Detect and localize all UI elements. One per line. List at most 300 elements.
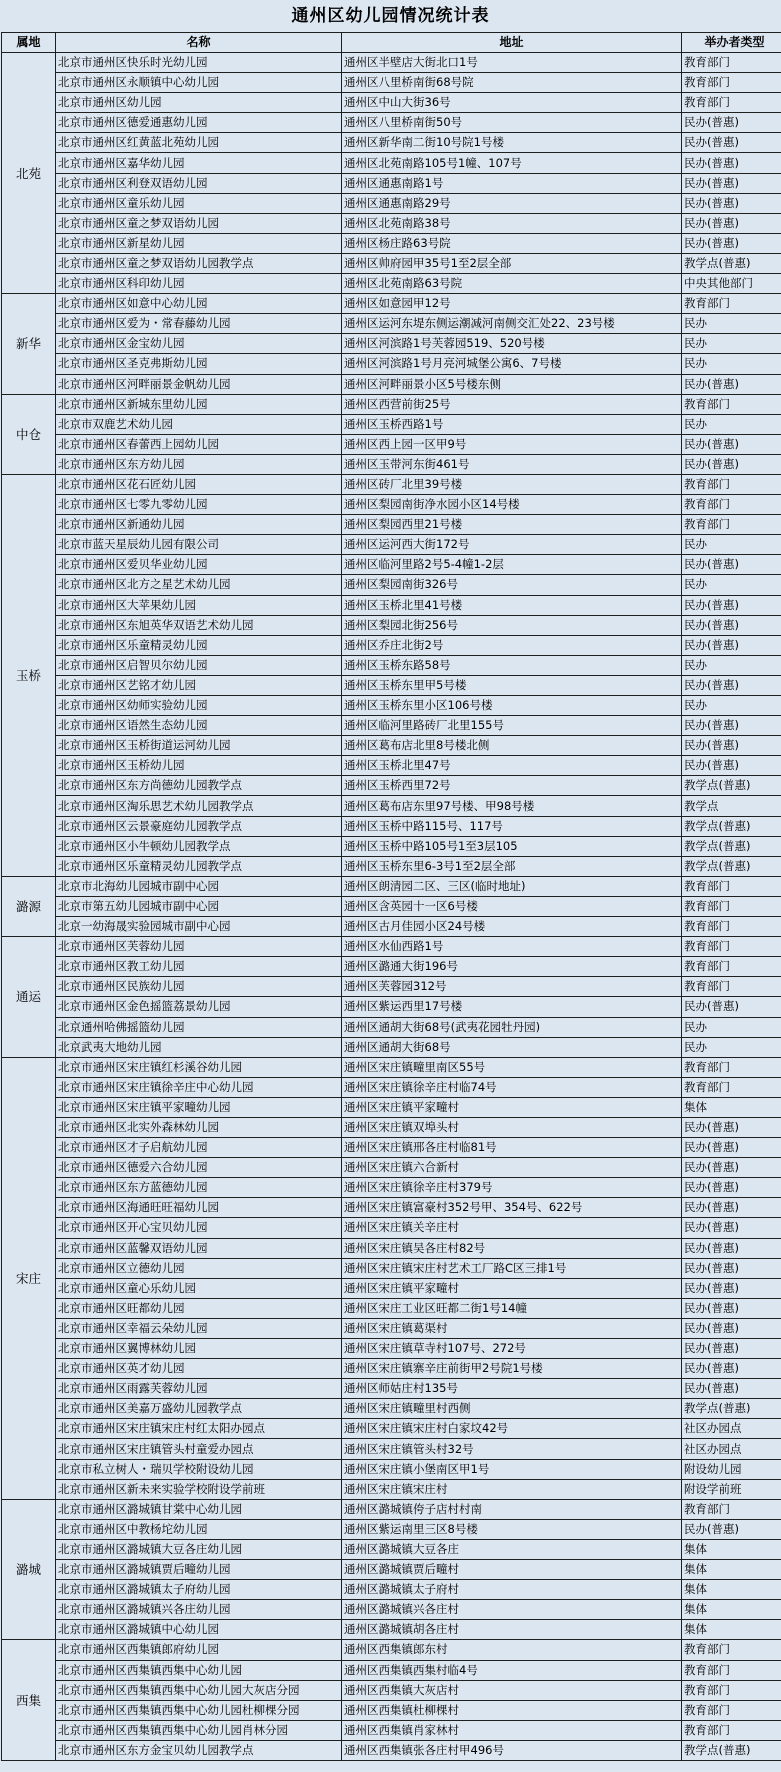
name-cell: 北京市通州区小牛顿幼儿园教学点 [56, 836, 342, 856]
name-cell: 北京市通州区潞城镇贾后疃幼儿园 [56, 1560, 342, 1580]
address-cell: 通州区宋庄工业区旺都二街1号14幢 [342, 1298, 682, 1318]
name-cell: 北京市通州区金宝幼儿园 [56, 334, 342, 354]
organizer-type-cell: 民办(普惠) [682, 1318, 781, 1338]
address-cell: 通州区宋庄镇富豪村352号甲、354号、622号 [342, 1198, 682, 1218]
table-row [2, 1218, 781, 1238]
name-cell: 北京市通州区东方幼儿园 [56, 454, 342, 474]
name-cell: 北京市通州区西集镇西集中心幼儿园肖林分园 [56, 1720, 342, 1740]
table-row [2, 1097, 781, 1117]
address-cell: 通州区梨园北街256号 [342, 615, 682, 635]
address-cell: 通州区宋庄镇寨辛庄前街甲2号院1号楼 [342, 1359, 682, 1379]
name-cell: 北京市通州区幼儿园 [56, 93, 342, 113]
table-row [2, 675, 781, 695]
organizer-type-cell: 民办(普惠) [682, 153, 781, 173]
name-cell: 北京市通州区永顺镇中心幼儿园 [56, 73, 342, 93]
address-cell: 通州区宋庄镇草寺村107号、272号 [342, 1339, 682, 1359]
table-row [2, 314, 781, 334]
name-cell: 北京市通州区宋庄镇宋庄村红太阳办园点 [56, 1419, 342, 1439]
name-cell: 北京市通州区新星幼儿园 [56, 233, 342, 253]
table-row [2, 133, 781, 153]
table-row [2, 836, 781, 856]
name-cell: 北京市通州区童之梦双语幼儿园 [56, 213, 342, 233]
table-row [2, 374, 781, 394]
address-cell: 通州区河滨路1号月亮河城堡公寓6、7号楼 [342, 354, 682, 374]
address-cell: 通州区梨园南街净水园小区14号楼 [342, 495, 682, 515]
table-row [2, 595, 781, 615]
address-cell: 通州区中山大街36号 [342, 93, 682, 113]
table-row [2, 1318, 781, 1338]
address-cell: 通州区葛布店东里97号楼、甲98号楼 [342, 796, 682, 816]
table-row [2, 113, 781, 133]
table-row [2, 1600, 781, 1620]
organizer-type-cell: 民办 [682, 354, 781, 374]
address-cell: 通州区宋庄镇平家疃村 [342, 1278, 682, 1298]
address-cell: 通州区运河东堤东侧运潮减河南侧交汇处22、23号楼 [342, 314, 682, 334]
name-cell: 北京市通州区爱为・常春藤幼儿园 [56, 314, 342, 334]
organizer-type-cell: 民办(普惠) [682, 454, 781, 474]
table-row [2, 394, 781, 414]
name-cell: 北京市通州区宋庄镇平家疃幼儿园 [56, 1097, 342, 1117]
table-row [2, 1479, 781, 1499]
organizer-type-cell: 教学点(普惠) [682, 856, 781, 876]
name-cell: 北京市通州区爱贝华业幼儿园 [56, 555, 342, 575]
table-row [2, 1660, 781, 1680]
address-cell: 通州区潞城镇贾后疃村 [342, 1560, 682, 1580]
name-cell: 北京市通州区西集镇西集中心幼儿园大灰店分园 [56, 1680, 342, 1700]
address-cell: 通州区玉桥北里47号 [342, 756, 682, 776]
address-cell: 通州区北苑南路105号1幢、107号 [342, 153, 682, 173]
address-cell: 通州区玉桥北里41号楼 [342, 595, 682, 615]
address-cell: 通州区宋庄镇宋庄村白家坟42号 [342, 1419, 682, 1439]
table-row [2, 1620, 781, 1640]
table-row [2, 1298, 781, 1318]
header-name: 名称 [56, 33, 342, 53]
table-row [2, 173, 781, 193]
organizer-type-cell: 教育部门 [682, 917, 781, 937]
organizer-type-cell: 教育部门 [682, 394, 781, 414]
name-cell: 北京一幼海晟实验园城市副中心园 [56, 917, 342, 937]
address-cell: 通州区宋庄镇关辛庄村 [342, 1218, 682, 1238]
address-cell: 通州区宋庄镇平家疃村 [342, 1097, 682, 1117]
address-cell: 通州区水仙西路1号 [342, 937, 682, 957]
name-cell: 北京市通州区七零九零幼儿园 [56, 495, 342, 515]
table-row [2, 1017, 781, 1037]
name-cell: 北京市通州区乐童精灵幼儿园 [56, 635, 342, 655]
organizer-type-cell: 民办(普惠) [682, 555, 781, 575]
name-cell: 北京市通州区蓝馨双语幼儿园 [56, 1238, 342, 1258]
organizer-type-cell: 社区办园点 [682, 1419, 781, 1439]
organizer-type-cell: 教育部门 [682, 876, 781, 896]
table-row [2, 655, 781, 675]
name-cell: 北京市通州区北实外森林幼儿园 [56, 1117, 342, 1137]
name-cell: 北京市通州区新通幼儿园 [56, 515, 342, 535]
address-cell: 通州区杨庄路63号院 [342, 233, 682, 253]
table-row [2, 555, 781, 575]
organizer-type-cell: 教育部门 [682, 515, 781, 535]
organizer-type-cell: 民办(普惠) [682, 635, 781, 655]
table-row [2, 696, 781, 716]
table-row [2, 1700, 781, 1720]
address-cell: 通州区西集镇大灰店村 [342, 1680, 682, 1700]
organizer-type-cell: 民办 [682, 334, 781, 354]
organizer-type-cell: 教育部门 [682, 294, 781, 314]
address-cell: 通州区潞城镇侉子店村村南 [342, 1499, 682, 1519]
address-cell: 通州区河滨路1号芙蓉园519、520号楼 [342, 334, 682, 354]
name-cell: 北京市通州区幼师实验幼儿园 [56, 696, 342, 716]
organizer-type-cell: 民办(普惠) [682, 1379, 781, 1399]
organizer-type-cell: 民办(普惠) [682, 1519, 781, 1539]
organizer-type-cell: 民办(普惠) [682, 1158, 781, 1178]
name-cell: 北京市通州区玉桥幼儿园 [56, 756, 342, 776]
address-cell: 通州区临河里路2号5-4幢1-2层 [342, 555, 682, 575]
address-cell: 通州区潞城镇胡各庄村 [342, 1620, 682, 1640]
table-row [2, 1057, 781, 1077]
address-cell: 通州区芙蓉园312号 [342, 977, 682, 997]
table-row [2, 1740, 781, 1760]
region-cell: 宋庄 [2, 1057, 56, 1499]
region-cell: 西集 [2, 1640, 56, 1761]
name-cell: 北京市通州区开心宝贝幼儿园 [56, 1218, 342, 1238]
name-cell: 北京市双鹿艺术幼儿园 [56, 414, 342, 434]
organizer-type-cell: 民办(普惠) [682, 1138, 781, 1158]
address-cell: 通州区宋庄镇邢各庄村临81号 [342, 1138, 682, 1158]
table-row [2, 736, 781, 756]
address-cell: 通州区西集镇张各庄村甲496号 [342, 1740, 682, 1760]
organizer-type-cell: 教学点 [682, 796, 781, 816]
table-row [2, 515, 781, 535]
name-cell: 北京市通州区中教杨坨幼儿园 [56, 1519, 342, 1539]
table-row [2, 1399, 781, 1419]
header-region: 属地 [2, 33, 56, 53]
organizer-type-cell: 民办(普惠) [682, 997, 781, 1017]
region-cell: 通运 [2, 937, 56, 1058]
address-cell: 通州区半壁店大街北口1号 [342, 53, 682, 73]
organizer-type-cell: 民办(普惠) [682, 193, 781, 213]
organizer-type-cell: 教学点(普惠) [682, 836, 781, 856]
organizer-type-cell: 民办(普惠) [682, 233, 781, 253]
organizer-type-cell: 民办 [682, 655, 781, 675]
address-cell: 通州区砖厂北里39号楼 [342, 474, 682, 494]
organizer-type-cell: 民办(普惠) [682, 1117, 781, 1137]
table-body [2, 53, 781, 1761]
name-cell: 北京市蓝天星辰幼儿园有限公司 [56, 535, 342, 555]
table-row [2, 816, 781, 836]
name-cell: 北京市私立树人・瑞贝学校附设幼儿园 [56, 1459, 342, 1479]
name-cell: 北京市通州区大苹果幼儿园 [56, 595, 342, 615]
name-cell: 北京市通州区翼博林幼儿园 [56, 1339, 342, 1359]
address-cell: 通州区玉桥东里6-3号1至2层全部 [342, 856, 682, 876]
name-cell: 北京市通州区圣克弗斯幼儿园 [56, 354, 342, 374]
organizer-type-cell: 民办 [682, 414, 781, 434]
address-cell: 通州区玉桥东里小区106号楼 [342, 696, 682, 716]
address-cell: 通州区西集镇西集村临4号 [342, 1660, 682, 1680]
name-cell: 北京市通州区东方蓝德幼儿园 [56, 1178, 342, 1198]
region-cell: 中仓 [2, 394, 56, 474]
organizer-type-cell: 民办 [682, 696, 781, 716]
name-cell: 北京市通州区语然生态幼儿园 [56, 716, 342, 736]
name-cell: 北京市通州区潞城镇兴各庄幼儿园 [56, 1600, 342, 1620]
address-cell: 通州区如意园甲12号 [342, 294, 682, 314]
table-row [2, 73, 781, 93]
table-row [2, 434, 781, 454]
table-row [2, 474, 781, 494]
name-cell: 北京市通州区利登双语幼儿园 [56, 173, 342, 193]
address-cell: 通州区梨园南街326号 [342, 575, 682, 595]
address-cell: 通州区帅府园甲35号1至2层全部 [342, 253, 682, 273]
header-organizer-type: 举办者类型 [682, 33, 781, 53]
table-row [2, 354, 781, 374]
address-cell: 通州区玉桥中路105号1至3层105 [342, 836, 682, 856]
table-row [2, 1419, 781, 1439]
address-cell: 通州区玉带河东街461号 [342, 454, 682, 474]
name-cell: 北京市通州区潞城镇太子府幼儿园 [56, 1580, 342, 1600]
name-cell: 北京市通州区芙蓉幼儿园 [56, 937, 342, 957]
organizer-type-cell: 教学点(普惠) [682, 816, 781, 836]
table-row [2, 977, 781, 997]
table-row [2, 53, 781, 73]
organizer-type-cell: 教育部门 [682, 474, 781, 494]
region-cell: 潞城 [2, 1499, 56, 1640]
address-cell: 通州区含英园十一区6号楼 [342, 896, 682, 916]
organizer-type-cell: 民办(普惠) [682, 1298, 781, 1318]
name-cell: 北京市通州区幸福云朵幼儿园 [56, 1318, 342, 1338]
table-row [2, 756, 781, 776]
table-row [2, 1539, 781, 1559]
address-cell: 通州区北苑南路38号 [342, 213, 682, 233]
table-row [2, 1178, 781, 1198]
table-row [2, 535, 781, 555]
name-cell: 北京市通州区德爱六合幼儿园 [56, 1158, 342, 1178]
organizer-type-cell: 集体 [682, 1620, 781, 1640]
organizer-type-cell: 民办(普惠) [682, 1218, 781, 1238]
address-cell: 通州区通胡大街68号 [342, 1037, 682, 1057]
organizer-type-cell: 中央其他部门 [682, 274, 781, 294]
table-row [2, 997, 781, 1017]
table-row [2, 1359, 781, 1379]
region-cell: 潞源 [2, 876, 56, 936]
organizer-type-cell: 民办 [682, 1017, 781, 1037]
name-cell: 北京市通州区潞城镇中心幼儿园 [56, 1620, 342, 1640]
address-cell: 通州区西集镇肖家林村 [342, 1720, 682, 1740]
table-row [2, 1379, 781, 1399]
organizer-type-cell: 教育部门 [682, 1680, 781, 1700]
table-row [2, 193, 781, 213]
name-cell: 北京市通州区教工幼儿园 [56, 957, 342, 977]
name-cell: 北京市通州区启智贝尔幼儿园 [56, 655, 342, 675]
table-row [2, 1117, 781, 1137]
address-cell: 通州区宋庄镇宋庄村 [342, 1479, 682, 1499]
organizer-type-cell: 民办(普惠) [682, 716, 781, 736]
organizer-type-cell: 教育部门 [682, 1700, 781, 1720]
address-cell: 通州区通惠南路1号 [342, 173, 682, 193]
table-row [2, 1339, 781, 1359]
name-cell: 北京武夷大地幼儿园 [56, 1037, 342, 1057]
address-cell: 通州区玉桥东路58号 [342, 655, 682, 675]
name-cell: 北京市通州区东方尚德幼儿园教学点 [56, 776, 342, 796]
name-cell: 北京市通州区河畔丽景金帆幼儿园 [56, 374, 342, 394]
name-cell: 北京市通州区潞城镇甘棠中心幼儿园 [56, 1499, 342, 1519]
address-cell: 通州区葛布店北里8号楼北侧 [342, 736, 682, 756]
name-cell: 北京市通州区宋庄镇管头村童爱办园点 [56, 1439, 342, 1459]
name-cell: 北京市通州区快乐时光幼儿园 [56, 53, 342, 73]
table-row [2, 1459, 781, 1479]
name-cell: 北京市通州区淘乐思艺术幼儿园教学点 [56, 796, 342, 816]
table-row [2, 575, 781, 595]
organizer-type-cell: 教学点(普惠) [682, 776, 781, 796]
address-cell: 通州区潞城镇大豆各庄 [342, 1539, 682, 1559]
organizer-type-cell: 教学点(普惠) [682, 1399, 781, 1419]
organizer-type-cell: 教育部门 [682, 1640, 781, 1660]
organizer-type-cell: 民办(普惠) [682, 1238, 781, 1258]
organizer-type-cell: 教育部门 [682, 977, 781, 997]
name-cell: 北京通州哈佛摇篮幼儿园 [56, 1017, 342, 1037]
organizer-type-cell: 集体 [682, 1580, 781, 1600]
table-row [2, 937, 781, 957]
name-cell: 北京市通州区红黄蓝北苑幼儿园 [56, 133, 342, 153]
table-row [2, 1037, 781, 1057]
address-cell: 通州区古月佳园小区24号楼 [342, 917, 682, 937]
table-row [2, 776, 781, 796]
name-cell: 北京市通州区美嘉万盛幼儿园教学点 [56, 1399, 342, 1419]
name-cell: 北京市通州区如意中心幼儿园 [56, 294, 342, 314]
table-row [2, 896, 781, 916]
name-cell: 北京市通州区西集镇西集中心幼儿园杜柳棵分园 [56, 1700, 342, 1720]
address-cell: 通州区西集镇杜柳棵村 [342, 1700, 682, 1720]
name-cell: 北京市通州区科印幼儿园 [56, 274, 342, 294]
region-cell: 新华 [2, 294, 56, 394]
name-cell: 北京市通州区童乐幼儿园 [56, 193, 342, 213]
organizer-type-cell: 民办(普惠) [682, 213, 781, 233]
address-cell: 通州区紫运南里三区8号楼 [342, 1519, 682, 1539]
organizer-type-cell: 社区办园点 [682, 1439, 781, 1459]
table-row [2, 495, 781, 515]
name-cell: 北京市第五幼儿园城市副中心园 [56, 896, 342, 916]
name-cell: 北京市北海幼儿园城市副中心园 [56, 876, 342, 896]
organizer-type-cell: 教育部门 [682, 495, 781, 515]
organizer-type-cell: 教育部门 [682, 1077, 781, 1097]
name-cell: 北京市通州区英才幼儿园 [56, 1359, 342, 1379]
name-cell: 北京市通州区童心乐幼儿园 [56, 1278, 342, 1298]
table-row [2, 615, 781, 635]
name-cell: 北京市通州区乐童精灵幼儿园教学点 [56, 856, 342, 876]
table-row [2, 1720, 781, 1740]
organizer-type-cell: 集体 [682, 1600, 781, 1620]
organizer-type-cell: 民办(普惠) [682, 615, 781, 635]
name-cell: 北京市通州区西集镇西集中心幼儿园 [56, 1660, 342, 1680]
address-cell: 通州区师姑庄村135号 [342, 1379, 682, 1399]
name-cell: 北京市通州区民族幼儿园 [56, 977, 342, 997]
address-cell: 通州区西上园一区甲9号 [342, 434, 682, 454]
table-row [2, 414, 781, 434]
table-row [2, 635, 781, 655]
table-row [2, 93, 781, 113]
name-cell: 北京市通州区宋庄镇红杉溪谷幼儿园 [56, 1057, 342, 1077]
address-cell: 通州区玉桥西路1号 [342, 414, 682, 434]
name-cell: 北京市通州区雨露芙蓉幼儿园 [56, 1379, 342, 1399]
table-row [2, 716, 781, 736]
table-row [2, 1580, 781, 1600]
region-cell: 玉桥 [2, 474, 56, 876]
address-cell: 通州区宋庄镇六合新村 [342, 1158, 682, 1178]
address-cell: 通州区宋庄镇小堡南区甲1号 [342, 1459, 682, 1479]
table-row [2, 1439, 781, 1459]
name-cell: 北京市通州区德爱通惠幼儿园 [56, 113, 342, 133]
table-row [2, 454, 781, 474]
organizer-type-cell: 民办(普惠) [682, 1278, 781, 1298]
address-cell: 通州区朗清园二区、三区(临时地址) [342, 876, 682, 896]
name-cell: 北京市通州区北方之星艺术幼儿园 [56, 575, 342, 595]
address-cell: 通州区宋庄镇吴各庄村82号 [342, 1238, 682, 1258]
organizer-type-cell: 民办(普惠) [682, 595, 781, 615]
table-row [2, 1278, 781, 1298]
table-row [2, 334, 781, 354]
organizer-type-cell: 民办 [682, 535, 781, 555]
page-title: 通州区幼儿园情况统计表 [0, 0, 781, 32]
organizer-type-cell: 民办(普惠) [682, 1178, 781, 1198]
table-row [2, 1560, 781, 1580]
address-cell: 通州区宋庄镇徐辛庄村临74号 [342, 1077, 682, 1097]
organizer-type-cell: 集体 [682, 1097, 781, 1117]
name-cell: 北京市通州区才子启航幼儿园 [56, 1138, 342, 1158]
table-row [2, 1138, 781, 1158]
address-cell: 通州区西集镇郎东村 [342, 1640, 682, 1660]
organizer-type-cell: 民办(普惠) [682, 736, 781, 756]
organizer-type-cell: 民办 [682, 1037, 781, 1057]
organizer-type-cell: 民办(普惠) [682, 374, 781, 394]
name-cell: 北京市通州区东旭英华双语艺术幼儿园 [56, 615, 342, 635]
header-address: 地址 [342, 33, 682, 53]
address-cell: 通州区河畔丽景小区5号楼东侧 [342, 374, 682, 394]
address-cell: 通州区潞城镇太子府村 [342, 1580, 682, 1600]
organizer-type-cell: 教育部门 [682, 1660, 781, 1680]
table-row [2, 233, 781, 253]
organizer-type-cell: 教育部门 [682, 1499, 781, 1519]
organizer-type-cell: 教育部门 [682, 937, 781, 957]
name-cell: 北京市通州区艺铭才幼儿园 [56, 675, 342, 695]
address-cell: 通州区宋庄镇疃里村西侧 [342, 1399, 682, 1419]
name-cell: 北京市通州区宋庄镇徐辛庄中心幼儿园 [56, 1077, 342, 1097]
organizer-type-cell: 教育部门 [682, 957, 781, 977]
address-cell: 通州区宋庄镇葛渠村 [342, 1318, 682, 1338]
organizer-type-cell: 教育部门 [682, 53, 781, 73]
organizer-type-cell: 集体 [682, 1539, 781, 1559]
table-row [2, 876, 781, 896]
address-cell: 通州区紫运西里17号楼 [342, 997, 682, 1017]
organizer-type-cell: 民办(普惠) [682, 1339, 781, 1359]
address-cell: 通州区西营前街25号 [342, 394, 682, 414]
table-row [2, 1499, 781, 1519]
address-cell: 通州区通胡大街68号(武夷花园牡丹园) [342, 1017, 682, 1037]
table-row [2, 274, 781, 294]
name-cell: 北京市通州区东方金宝贝幼儿园教学点 [56, 1740, 342, 1760]
name-cell: 北京市通州区新未来实验学校附设学前班 [56, 1479, 342, 1499]
organizer-type-cell: 教学点(普惠) [682, 253, 781, 273]
address-cell: 通州区北苑南路63号院 [342, 274, 682, 294]
organizer-type-cell: 民办(普惠) [682, 434, 781, 454]
table-row [2, 294, 781, 314]
address-cell: 通州区玉桥西里72号 [342, 776, 682, 796]
table-row [2, 917, 781, 937]
address-cell: 通州区乔庄北街2号 [342, 635, 682, 655]
organizer-type-cell: 集体 [682, 1560, 781, 1580]
table-header-row [2, 33, 781, 53]
name-cell: 北京市通州区金色摇篮荔景幼儿园 [56, 997, 342, 1017]
address-cell: 通州区宋庄镇徐辛庄村379号 [342, 1178, 682, 1198]
table-row [2, 1680, 781, 1700]
address-cell: 通州区八里桥南街68号院 [342, 73, 682, 93]
organizer-type-cell: 民办(普惠) [682, 173, 781, 193]
organizer-type-cell: 附设幼儿园 [682, 1459, 781, 1479]
